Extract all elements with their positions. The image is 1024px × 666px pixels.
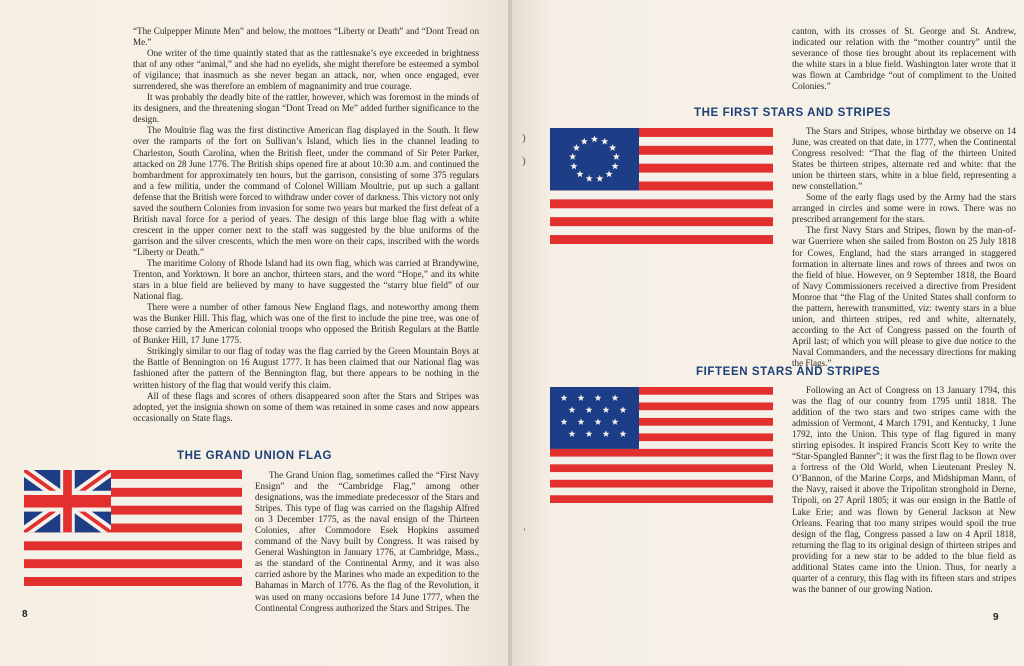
paragraph: It was probably the deadly bite of the rattler, however, which was foremost in the minds of its designers, and the threatening slogan “Dont Tread on Me” added further significance to the design. xyxy=(133,92,479,125)
paragraph: There were a number of other famous New England flags, and noteworthy among them was the Bunker Hill. This flag, which was one of the first to include the pine tree, was one of those carried by the American colonial troops who opposed the British Regulars at the Battle of Bunker Hill, 17 June 1775. xyxy=(133,302,479,346)
fifteen-stars-heading: FIFTEEN STARS AND STRIPES xyxy=(696,366,881,378)
left-intro-text xyxy=(133,26,479,424)
paragraph: The first Navy Stars and Stripes, flown by the man-of-war Guerriere when she sailed from Boston on 25 July 1818 for Cowes, England, had the stars arranged in staggered formation in alternate lines and rows of threes and twos on the field of blue. However, on 9 September 1818, the Board of Navy Commissioners received a directive from President Monroe that “the Flag of the United States shall conform to the pattern, herewith transmitted, viz: twenty stars in a blue union, and thirteen stripes, red and white, alternately, according to the Act of Congress passed on the fourth of April last; of which you will please to give due notice to the Naval Commanders, and the necessary directions for making the Flags.” xyxy=(792,225,1016,368)
paragraph: All of these flags and scores of others disappeared soon after the Stars and Stripes was adopted, yet the insignia shown on some of them was retained in some cases and now appears occasionally on State flags. xyxy=(133,390,479,423)
fifteen-stars-text xyxy=(792,385,1016,595)
paragraph: canton, with its crosses of St. George and St. Andrew, indicated our relation with the “mother country” until the severance of those ties brought about its replacement with the white stars in a blue field. Washington later wrote that it was flown at Cambridge “out of compliment to the United Colonies.” xyxy=(792,26,1016,92)
margin-mark: ʼ xyxy=(523,527,526,537)
page-number-right: 9 xyxy=(993,612,999,623)
paragraph: Some of the early flags used by the Army had the stars arranged in circles and some were in rows. There was no prescribed arrangement for the stars. xyxy=(792,192,1016,225)
paragraph: The Stars and Stripes, whose birthday we observe on 14 June, was created on that date, in 1777, when the Continental Congress resolved: “That the flag of the thirteen United States be thirteen stripes, alternate red and white: that the union be thirteen stars, white in a blue field, representing a new constellation.” xyxy=(792,126,1016,192)
paragraph: The Grand Union flag, sometimes called the “First Navy Ensign” and the “Cambridge Flag,” among other designations, was the immediate predecessor of the Stars and Stripes. This type of flag was carried on the flagship Alfred on 3 December 1775, as the naval ensign of the Thirteen Colonies, after Commodore Esek Hopkins assumed command of the Navy built by Congress. It was raised by General Washington in January 1776, at Cambridge, Mass., as the standard of the Continental Army, and it was also carried ashore by the Marines who made an expedition to the Bahamas in March of 1776. As the flag of the Revolution, it was used on many occasions before 14 June 1777, when the Continental Congress authorized the Stars and Stripes. The xyxy=(255,470,479,613)
grand-union-text xyxy=(255,470,479,614)
margin-mark: ) xyxy=(522,132,526,144)
grand-union-flag-icon xyxy=(24,470,242,586)
thirteen-star-circle-flag-icon xyxy=(550,128,773,244)
left-page xyxy=(0,0,510,666)
paragraph: The maritime Colony of Rhode Island had its own flag, which was carried at Brandywine, Trenton, and Yorktown. It bore an anchor, thirteen stars, and the word “Hope,” and its white stars in a blue field are believed by many to have suggested the “starry blue field” of our National flag. xyxy=(133,257,479,302)
first-stars-heading: THE FIRST STARS AND STRIPES xyxy=(694,107,892,119)
first-stars-text xyxy=(792,126,1016,369)
margin-mark: ) xyxy=(522,155,526,167)
grand-union-heading: THE GRAND UNION FLAG xyxy=(177,450,333,462)
paragraph: The Moultrie flag was the first distinctive American flag displayed in the South. It flew over the ramparts of the fort on Sullivan’s Island, which lies in the channel leading to Charleston, South Carolina, when the British fleet, under the command of Sir Peter Parker, attacked on 28 June 1776. The British ships opened fire at about 10:30 a.m. and continued the bombardment for approximately ten hours, but the garrison, consisting of some 375 regulars and a few militia, under the command of Colonel William Moultrie, put up such a gallant defense that the British were forced to withdraw under cover of darkness. This victory not only saved the southern Colonies from invasion for some two years but marked the first defeat of a British naval force for a period of years. The design of this large blue flag with a white crescent in the upper corner next to the staff was suggested by the blue uniforms of the garrison and the silver crescents, which the men wore on their caps, inscribed with the words “Liberty or Death.” xyxy=(133,125,479,257)
paragraph: Following an Act of Congress on 13 January 1794, this was the flag of our country from 1795 until 1818. The addition of the two stars and two stripes came with the admission of Vermont, 4 March 1791, and Kentucky, 1 June 1792, into the Union. This type of flag figured in many stirring episodes. It inspired Francis Scott Key to write the “Star-Spangled Banner”; it was the first flag to be flown over a fortress of the Old World, when Lieutenant Presley N. O’Bannon, of the Marine Corps, and Midshipman Mann, of the Navy, raised it above the Tripolitan stronghold in Derne, Tripoli, on 27 April 1805; it was our ensign in the Battle of Lake Erie; and was flown by General Jackson at New Orleans. Fearing that too many stripes would spoil the true design of the flag, Congress passed a law on 4 April 1818, returning the flag to its original design of thirteen stripes and providing for a new star to be added to the blue field as additional States came into the Union. Thus, for nearly a quarter of a century, this flag with its fifteen stars and stripes was the banner of our growing Nation. xyxy=(792,385,1016,594)
right-page xyxy=(512,0,1024,666)
right-continuation-text xyxy=(792,26,1016,92)
fifteen-star-flag-icon xyxy=(550,387,773,503)
page-number-left: 8 xyxy=(22,609,28,620)
paragraph: One writer of the time quaintly stated that as the rattlesnake’s eye exceeded in brightness that of any other “animal,” and she had no eyelids, she might therefore be esteemed a symbol of vigilance; that inasmuch as she never began an attack, nor, when once engaged, ever surrendered, she was therefore an emblem of magnanimity and true courage. xyxy=(133,48,479,92)
paragraph: “The Culpepper Minute Men” and below, the mottoes “Liberty or Death” and “Dont Tread on Me.” xyxy=(133,26,479,48)
paragraph: Strikingly similar to our flag of today was the flag carried by the Green Mountain Boys at the Battle of Bennington on 16 August 1777. It has been claimed that our National flag was fashioned after the pattern of the Bennington flag, but there appears to be nothing in the written history of the flag that would verify this claim. xyxy=(133,346,479,390)
